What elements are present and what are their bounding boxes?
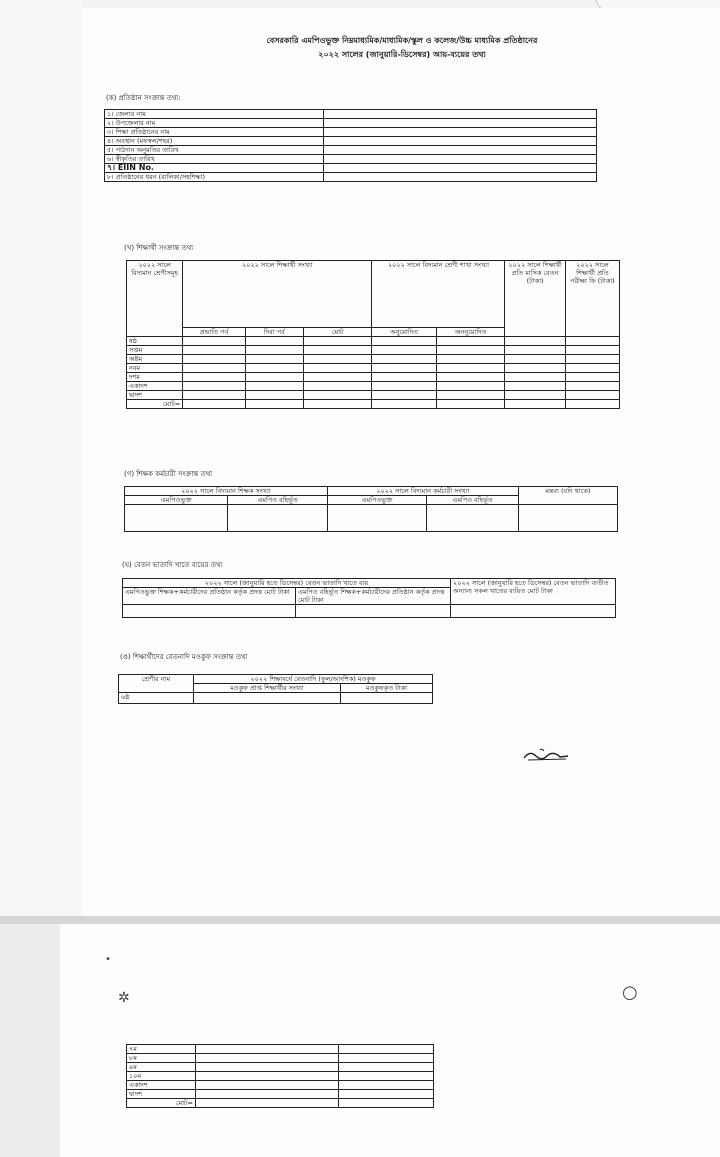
table-row: [105, 173, 597, 182]
table-header-row: [127, 261, 620, 328]
table-header-row: [119, 675, 433, 684]
signature-mark: [522, 746, 570, 764]
class-label: নবম: [127, 364, 183, 373]
table-row: [105, 128, 597, 137]
col-class-header: ২০২২ সালে বিদ্যমান শ্রেণীসমূহ: [127, 261, 183, 337]
row-label: ৩। শিক্ষা প্রতিষ্ঠানের নাম: [105, 128, 324, 137]
section-ga-heading: (গ) শিক্ষক কর্মচারী সংক্রান্ত তথ্য: [124, 470, 213, 478]
col-sections-header: ২০২২ সালে বিদ্যমান শ্রেণী শাখা সংখ্যা: [372, 261, 505, 328]
teacher-staff-table: [124, 486, 618, 532]
table-row: [125, 505, 618, 532]
table-row: [105, 119, 597, 128]
sub-amount: মওকুফকৃত টাকা: [341, 684, 433, 693]
page-separator: [0, 916, 720, 924]
table-row: [127, 1072, 434, 1081]
value-cell: [324, 128, 597, 137]
value-cell: [324, 173, 597, 182]
total-label: মোট=: [127, 1099, 196, 1108]
row-label: ৮। প্রতিষ্ঠানের ধরন (বালিকা/সহশিক্ষা): [105, 173, 324, 182]
class-label: ১০ম: [127, 1072, 196, 1081]
table-header-row: [123, 579, 616, 588]
ink-speck: •: [105, 954, 111, 965]
sub-total: মোট: [303, 328, 372, 337]
waiver-table-continued: [126, 1044, 434, 1108]
institution-info-table: [104, 109, 597, 182]
salary-expense-table: [122, 578, 616, 618]
table-row: [127, 1054, 434, 1063]
class-label: দশম: [127, 373, 183, 382]
sub-mpo-paid: এমপিওভুক্ত শিক্ষক+কর্মচারীদের প্রতিষ্ঠান কর্তৃক প্রদত্ত মোট টাকা: [123, 588, 296, 605]
class-label: একাদশ: [127, 382, 183, 391]
table-row: [127, 373, 620, 382]
table-total-row: [127, 1099, 434, 1108]
doc-title-line-1: বেসরকারি এমপিওভুক্ত নিম্নমাধ্যমিক/মাধ্যমিক/স্কুল ও কলেজ/উচ্চ মাধ্যমিক প্রতিষ্ঠানের: [266, 36, 538, 45]
row-label: ৫। পাঠদান অনুমতির তারিখ: [105, 146, 324, 155]
scan-margin: [0, 0, 82, 916]
col-expense-header: ২০২২ সালে (জানুয়ারি হতে ডিসেম্বর) বেতন ভাতাদি খাতে ব্যয়: [123, 579, 451, 588]
value-cell: [324, 110, 597, 119]
table-row: [127, 364, 620, 373]
table-row: [127, 355, 620, 364]
class-label: একাদশ: [127, 1081, 196, 1090]
waiver-table: [118, 674, 433, 704]
table-row: [105, 110, 597, 119]
section-ka-heading: (ক) প্রতিষ্ঠান সংক্রান্ত তথ্য:: [106, 94, 181, 102]
class-label: অষ্টম: [127, 355, 183, 364]
table-row: [127, 1090, 434, 1099]
sub-unapproved: অননুমোদিত: [436, 328, 505, 337]
row-label: ৬। স্বীকৃতির তারিখ: [105, 155, 324, 164]
student-info-table: [126, 260, 620, 409]
row-label: ২। উপজেলার নাম: [105, 119, 324, 128]
total-label: মোট=: [127, 400, 183, 409]
row-label: ৪। অবস্থান (মফস্বল/শহর): [105, 137, 324, 146]
col-other-header: ২০২২ সালে (জানুয়ারি হতে ডিসেম্বর) বেতন ভাতাদি ব্যতীত অন্যান্য সকল খাতের ব্যয়িত মোট টাকা: [451, 579, 616, 605]
col-waiver-header: ২০২২ শিক্ষাবর্ষে বেতনাদি (ফুল/আংশিক) মওকুফ: [194, 675, 433, 684]
sub-mpo: এমপিওভুক্ত: [125, 496, 228, 505]
sub-approved: অনুমোদিত: [372, 328, 436, 337]
table-row: [105, 155, 597, 164]
table-header-row: [125, 487, 618, 496]
ink-blot: ✲: [118, 990, 130, 1006]
table-row: [119, 693, 433, 704]
table-row: [127, 346, 620, 355]
sub-non-mpo: এমপিও বহির্ভূত: [228, 496, 327, 505]
col-students-header: ২০২২ সালে শিক্ষার্থী সংখ্যা: [183, 261, 372, 328]
section-umo-heading: (ঙ) শিক্ষার্থীদের বেতনাদি মওকুফ সংক্রান্ত তথ্য: [120, 653, 248, 661]
sub-morning: প্রভাতি পর্ব: [183, 328, 245, 337]
table-row: [127, 337, 620, 346]
col-exam-fee-header: ২০২২ সালে শিক্ষার্থী প্রতি পরীক্ষা ফি (টাকা): [565, 261, 619, 337]
col-monthly-fee-header: ২০২২ সালে শিক্ষার্থী প্রতি মাসিক বেতন (টাকা): [505, 261, 565, 337]
section-kha-heading: (খ) শিক্ষার্থী সংক্রান্ত তথ্য: [124, 244, 194, 252]
table-row: [123, 605, 616, 618]
row-label: ৭। EIIN No.: [105, 164, 324, 173]
table-row: [127, 391, 620, 400]
table-row: [127, 382, 620, 391]
table-row: [105, 137, 597, 146]
class-label: ষষ্ঠ: [127, 337, 183, 346]
sub-non-mpo-paid: এমপিও বহির্ভূত শিক্ষক+কর্মচারীদের প্রতিষ্ঠান কর্তৃক প্রদত্ত মোট টাকা: [296, 588, 451, 605]
table-row: [127, 1063, 434, 1072]
value-cell: [324, 137, 597, 146]
col-remarks-header: মন্তব্য (যদি থাকে): [518, 487, 617, 505]
document-page-1: [82, 8, 720, 916]
table-row: [127, 1081, 434, 1090]
sub-day: দিবা পর্ব: [245, 328, 303, 337]
class-label: ৯ম: [127, 1063, 196, 1072]
value-cell: [324, 146, 597, 155]
value-cell: [324, 155, 597, 164]
col-teachers-header: ২০২২ সালে বিদ্যমান শিক্ষক সংখ্যা: [125, 487, 328, 496]
doc-title-line-2: ২০২২ সালের (জানুয়ারি-ডিসেম্বর) আয়-ব্যয়ের তথ্য: [318, 50, 486, 59]
sub-count: মওকুফ প্রাপ্ত শিক্ষার্থীর সংখ্যা: [194, 684, 341, 693]
binder-hole-mark: ○: [622, 982, 638, 1003]
value-cell: [324, 119, 597, 128]
row-label: ১। জেলার নাম: [105, 110, 324, 119]
col-staff-header: ২০২২ সালে বিদ্যমান কর্মচারী সংখ্যা: [327, 487, 518, 496]
document-page-2: [60, 924, 720, 1157]
class-label: দ্বাদশ: [127, 1090, 196, 1099]
table-row: [105, 164, 597, 173]
scan-fold-shadow: [0, 924, 60, 1157]
table-row: [105, 146, 597, 155]
sub-mpo: এমপিওভুক্ত: [327, 496, 427, 505]
sub-non-mpo: এমপিও বহির্ভূত: [427, 496, 518, 505]
value-cell: [324, 164, 597, 173]
class-label: ৮ম: [127, 1054, 196, 1063]
class-label: ৬ষ্ঠ: [119, 693, 194, 704]
section-gha-heading: (ঘ) বেতন ভাতাদি খাতে ব্যয়ের তথ্য: [122, 561, 223, 569]
class-label: দ্বাদশ: [127, 391, 183, 400]
table-row: [127, 1045, 434, 1054]
col-class-header: শ্রেণীর নাম: [119, 675, 194, 693]
class-label: সপ্তম: [127, 346, 183, 355]
class-label: ৭ম: [127, 1045, 196, 1054]
table-total-row: [127, 400, 620, 409]
